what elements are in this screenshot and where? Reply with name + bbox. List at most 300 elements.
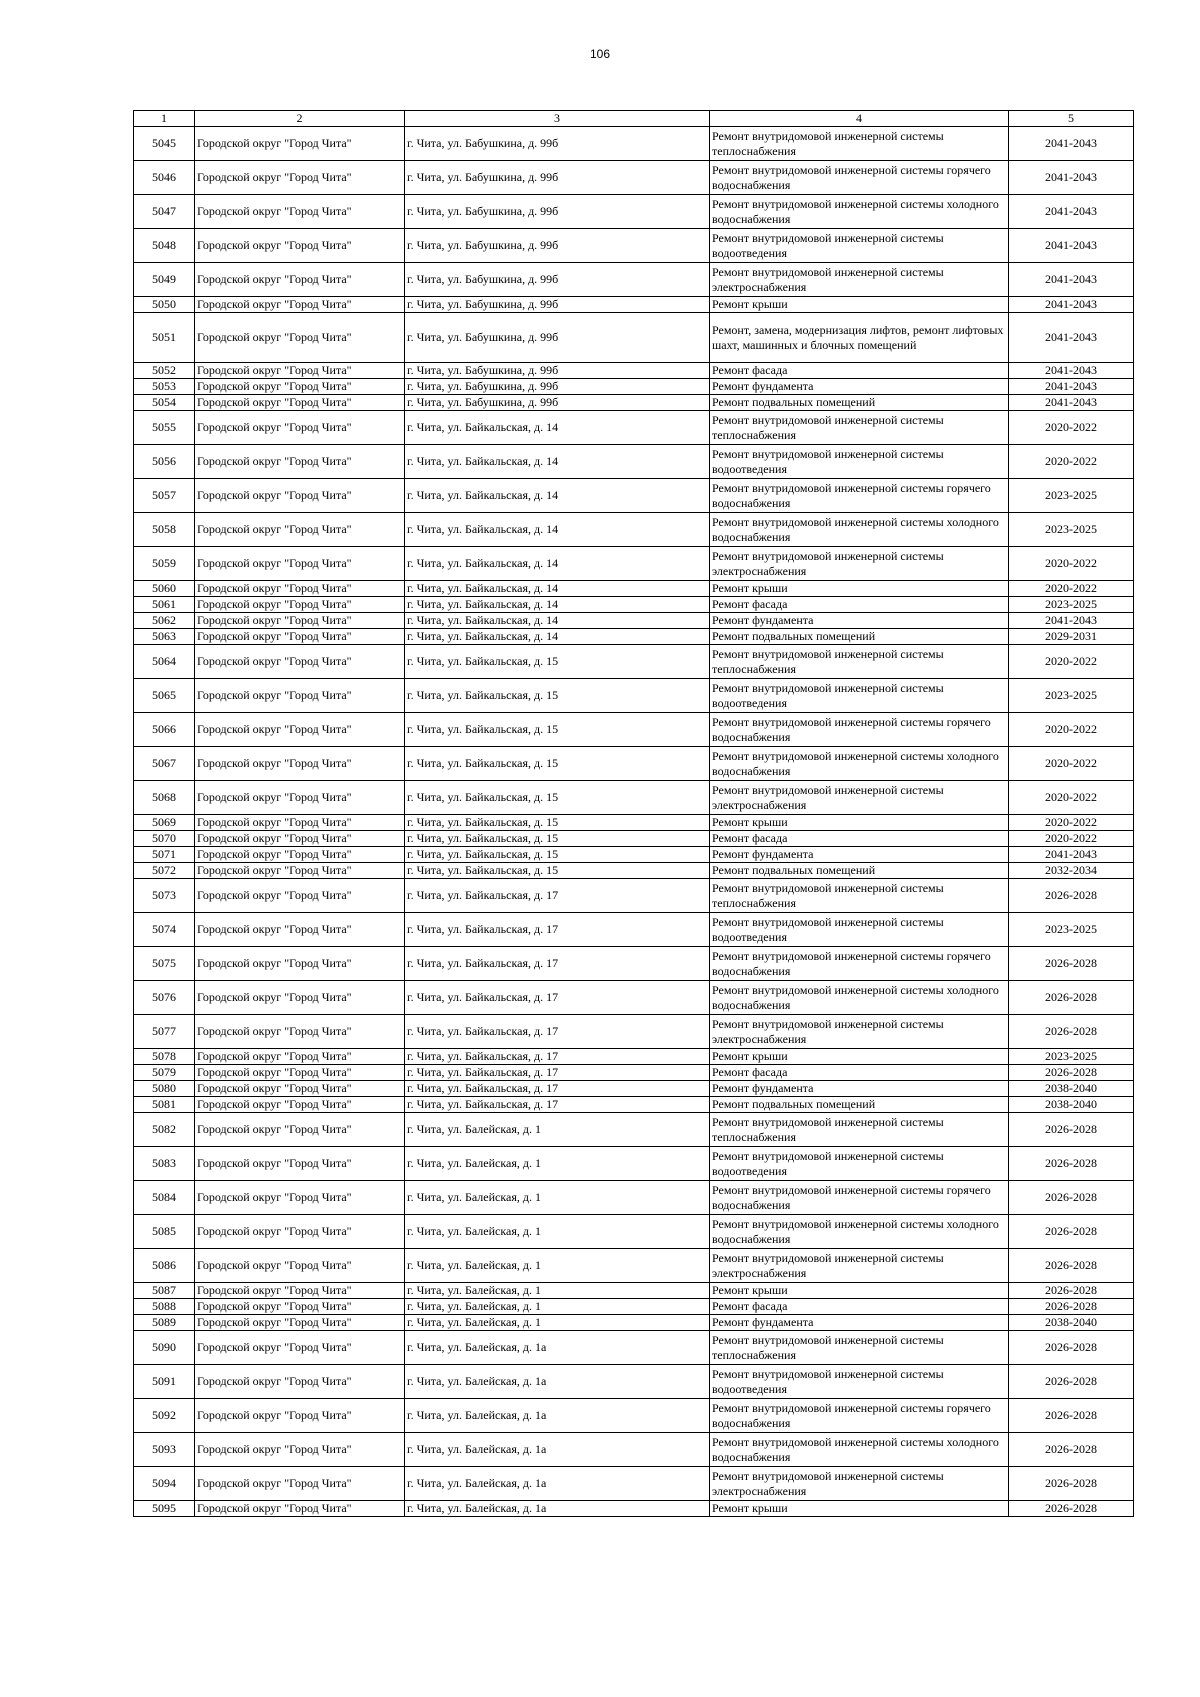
period-cell: 2020-2022 (1009, 411, 1134, 445)
table-row (134, 581, 1134, 597)
row-number-cell: 5049 (134, 263, 195, 297)
municipality-cell: Городской округ "Город Чита" (195, 161, 405, 195)
period-cell: 2020-2022 (1009, 445, 1134, 479)
municipality-cell: Городской округ "Город Чита" (195, 831, 405, 847)
period-cell: 2020-2022 (1009, 747, 1134, 781)
row-number-cell: 5072 (134, 863, 195, 879)
municipality-cell: Городской округ "Город Чита" (195, 1433, 405, 1467)
period-cell: 2041-2043 (1009, 847, 1134, 863)
municipality-cell: Городской округ "Город Чита" (195, 629, 405, 645)
period-cell: 2038-2040 (1009, 1315, 1134, 1331)
address-cell: г. Чита, ул. Байкальская, д. 15 (405, 645, 710, 679)
period-cell: 2020-2022 (1009, 831, 1134, 847)
table-row (134, 629, 1134, 645)
period-cell: 2041-2043 (1009, 313, 1134, 363)
municipality-cell: Городской округ "Город Чита" (195, 1467, 405, 1501)
address-cell: г. Чита, ул. Байкальская, д. 15 (405, 815, 710, 831)
address-cell: г. Чита, ул. Байкальская, д. 14 (405, 547, 710, 581)
work-type-cell: Ремонт крыши (710, 1501, 1009, 1517)
row-number-cell: 5055 (134, 411, 195, 445)
work-type-cell: Ремонт крыши (710, 1283, 1009, 1299)
table-row (134, 479, 1134, 513)
table-row (134, 1181, 1134, 1215)
period-cell: 2026-2028 (1009, 947, 1134, 981)
row-number-cell: 5058 (134, 513, 195, 547)
address-cell: г. Чита, ул. Байкальская, д. 14 (405, 629, 710, 645)
municipality-cell: Городской округ "Город Чита" (195, 1501, 405, 1517)
municipality-cell: Городской округ "Город Чита" (195, 1097, 405, 1113)
table-row (134, 879, 1134, 913)
work-type-cell: Ремонт внутридомовой инженерной системы теплоснабжения (710, 411, 1009, 445)
period-cell: 2023-2025 (1009, 479, 1134, 513)
table-row (134, 1015, 1134, 1049)
municipality-cell: Городской округ "Город Чита" (195, 581, 405, 597)
table-row (134, 1433, 1134, 1467)
table-row (134, 229, 1134, 263)
municipality-cell: Городской округ "Город Чита" (195, 379, 405, 395)
page-number: 106 (589, 47, 611, 61)
address-cell: г. Чита, ул. Балейская, д. 1 (405, 1249, 710, 1283)
work-type-cell: Ремонт внутридомовой инженерной системы теплоснабжения (710, 879, 1009, 913)
row-number-cell: 5059 (134, 547, 195, 581)
period-cell: 2038-2040 (1009, 1081, 1134, 1097)
work-type-cell: Ремонт внутридомовой инженерной системы электроснабжения (710, 1015, 1009, 1049)
table-row (134, 513, 1134, 547)
work-type-cell: Ремонт фасада (710, 363, 1009, 379)
work-type-cell: Ремонт подвальных помещений (710, 1097, 1009, 1113)
column-header: 5 (1009, 111, 1134, 127)
work-type-cell: Ремонт крыши (710, 815, 1009, 831)
row-number-cell: 5085 (134, 1215, 195, 1249)
row-number-cell: 5051 (134, 313, 195, 363)
period-cell: 2020-2022 (1009, 713, 1134, 747)
row-number-cell: 5083 (134, 1147, 195, 1181)
row-number-cell: 5073 (134, 879, 195, 913)
row-number-cell: 5064 (134, 645, 195, 679)
address-cell: г. Чита, ул. Бабушкина, д. 99б (405, 395, 710, 411)
work-type-cell: Ремонт внутридомовой инженерной системы водоотведения (710, 1147, 1009, 1181)
work-type-cell: Ремонт фасада (710, 831, 1009, 847)
table-row (134, 645, 1134, 679)
municipality-cell: Городской округ "Город Чита" (195, 713, 405, 747)
address-cell: г. Чита, ул. Байкальская, д. 17 (405, 1015, 710, 1049)
address-cell: г. Чита, ул. Байкальская, д. 15 (405, 747, 710, 781)
period-cell: 2041-2043 (1009, 127, 1134, 161)
municipality-cell: Городской округ "Город Чита" (195, 1365, 405, 1399)
row-number-cell: 5089 (134, 1315, 195, 1331)
period-cell: 2026-2028 (1009, 879, 1134, 913)
work-type-cell: Ремонт фундамента (710, 847, 1009, 863)
table-row (134, 831, 1134, 847)
municipality-cell: Городской округ "Город Чита" (195, 1049, 405, 1065)
work-type-cell: Ремонт внутридомовой инженерной системы холодного водоснабжения (710, 1433, 1009, 1467)
municipality-cell: Городской округ "Город Чита" (195, 847, 405, 863)
row-number-cell: 5080 (134, 1081, 195, 1097)
table-row (134, 547, 1134, 581)
period-cell: 2026-2028 (1009, 1467, 1134, 1501)
municipality-cell: Городской округ "Город Чита" (195, 1299, 405, 1315)
municipality-cell: Городской округ "Город Чита" (195, 1065, 405, 1081)
period-cell: 2026-2028 (1009, 1365, 1134, 1399)
address-cell: г. Чита, ул. Бабушкина, д. 99б (405, 297, 710, 313)
period-cell: 2029-2031 (1009, 629, 1134, 645)
work-type-cell: Ремонт фундамента (710, 379, 1009, 395)
row-number-cell: 5061 (134, 597, 195, 613)
municipality-cell: Городской округ "Город Чита" (195, 981, 405, 1015)
address-cell: г. Чита, ул. Байкальская, д. 15 (405, 863, 710, 879)
table-row (134, 1081, 1134, 1097)
address-cell: г. Чита, ул. Бабушкина, д. 99б (405, 195, 710, 229)
row-number-cell: 5050 (134, 297, 195, 313)
work-type-cell: Ремонт фундамента (710, 613, 1009, 629)
address-cell: г. Чита, ул. Байкальская, д. 14 (405, 479, 710, 513)
period-cell: 2026-2028 (1009, 1147, 1134, 1181)
work-type-cell: Ремонт фасада (710, 1299, 1009, 1315)
row-number-cell: 5078 (134, 1049, 195, 1065)
municipality-cell: Городской округ "Город Чита" (195, 1081, 405, 1097)
address-cell: г. Чита, ул. Балейская, д. 1 (405, 1315, 710, 1331)
address-cell: г. Чита, ул. Байкальская, д. 14 (405, 581, 710, 597)
table-row (134, 195, 1134, 229)
municipality-cell: Городской округ "Город Чита" (195, 1399, 405, 1433)
period-cell: 2026-2028 (1009, 981, 1134, 1015)
address-cell: г. Чита, ул. Байкальская, д. 15 (405, 713, 710, 747)
address-cell: г. Чита, ул. Байкальская, д. 14 (405, 613, 710, 629)
address-cell: г. Чита, ул. Байкальская, д. 14 (405, 411, 710, 445)
table-row (134, 815, 1134, 831)
address-cell: г. Чита, ул. Балейская, д. 1а (405, 1433, 710, 1467)
address-cell: г. Чита, ул. Байкальская, д. 17 (405, 947, 710, 981)
municipality-cell: Городской округ "Город Чита" (195, 1181, 405, 1215)
address-cell: г. Чита, ул. Байкальская, д. 15 (405, 781, 710, 815)
period-cell: 2023-2025 (1009, 513, 1134, 547)
table-row (134, 445, 1134, 479)
row-number-cell: 5082 (134, 1113, 195, 1147)
period-cell: 2026-2028 (1009, 1113, 1134, 1147)
address-cell: г. Чита, ул. Бабушкина, д. 99б (405, 363, 710, 379)
municipality-cell: Городской округ "Город Чита" (195, 229, 405, 263)
row-number-cell: 5052 (134, 363, 195, 379)
row-number-cell: 5087 (134, 1283, 195, 1299)
municipality-cell: Городской округ "Город Чита" (195, 597, 405, 613)
table-row (134, 863, 1134, 879)
work-type-cell: Ремонт внутридомовой инженерной системы теплоснабжения (710, 127, 1009, 161)
work-type-cell: Ремонт внутридомовой инженерной системы электроснабжения (710, 781, 1009, 815)
address-cell: г. Чита, ул. Бабушкина, д. 99б (405, 379, 710, 395)
table-row (134, 847, 1134, 863)
table-body (134, 127, 1134, 1517)
table-row (134, 1249, 1134, 1283)
period-cell: 2038-2040 (1009, 1097, 1134, 1113)
work-type-cell: Ремонт крыши (710, 581, 1009, 597)
period-cell: 2020-2022 (1009, 645, 1134, 679)
row-number-cell: 5093 (134, 1433, 195, 1467)
work-type-cell: Ремонт внутридомовой инженерной системы холодного водоснабжения (710, 981, 1009, 1015)
row-number-cell: 5092 (134, 1399, 195, 1433)
table-row (134, 1065, 1134, 1081)
row-number-cell: 5075 (134, 947, 195, 981)
address-cell: г. Чита, ул. Бабушкина, д. 99б (405, 313, 710, 363)
work-type-cell: Ремонт внутридомовой инженерной системы электроснабжения (710, 547, 1009, 581)
work-type-cell: Ремонт внутридомовой инженерной системы электроснабжения (710, 1249, 1009, 1283)
table-row (134, 1399, 1134, 1433)
row-number-cell: 5077 (134, 1015, 195, 1049)
column-header: 4 (710, 111, 1009, 127)
period-cell: 2041-2043 (1009, 379, 1134, 395)
row-number-cell: 5081 (134, 1097, 195, 1113)
row-number-cell: 5056 (134, 445, 195, 479)
municipality-cell: Городской округ "Город Чита" (195, 1113, 405, 1147)
work-type-cell: Ремонт крыши (710, 1049, 1009, 1065)
table-row (134, 713, 1134, 747)
table-row (134, 1215, 1134, 1249)
period-cell: 2023-2025 (1009, 913, 1134, 947)
work-type-cell: Ремонт внутридомовой инженерной системы холодного водоснабжения (710, 195, 1009, 229)
column-header: 2 (195, 111, 405, 127)
period-cell: 2023-2025 (1009, 597, 1134, 613)
period-cell: 2026-2028 (1009, 1215, 1134, 1249)
table-row (134, 913, 1134, 947)
municipality-cell: Городской округ "Город Чита" (195, 445, 405, 479)
address-cell: г. Чита, ул. Балейская, д. 1а (405, 1467, 710, 1501)
column-header: 1 (134, 111, 195, 127)
row-number-cell: 5060 (134, 581, 195, 597)
period-cell: 2041-2043 (1009, 613, 1134, 629)
municipality-cell: Городской округ "Город Чита" (195, 645, 405, 679)
period-cell: 2020-2022 (1009, 581, 1134, 597)
repair-schedule-table (133, 110, 1134, 1517)
period-cell: 2032-2034 (1009, 863, 1134, 879)
municipality-cell: Городской округ "Город Чита" (195, 1249, 405, 1283)
work-type-cell: Ремонт внутридомовой инженерной системы горячего водоснабжения (710, 947, 1009, 981)
address-cell: г. Чита, ул. Бабушкина, д. 99б (405, 263, 710, 297)
address-cell: г. Чита, ул. Байкальская, д. 17 (405, 1065, 710, 1081)
row-number-cell: 5066 (134, 713, 195, 747)
row-number-cell: 5095 (134, 1501, 195, 1517)
work-type-cell: Ремонт внутридомовой инженерной системы горячего водоснабжения (710, 1399, 1009, 1433)
table-row (134, 161, 1134, 195)
work-type-cell: Ремонт подвальных помещений (710, 629, 1009, 645)
address-cell: г. Чита, ул. Бабушкина, д. 99б (405, 161, 710, 195)
work-type-cell: Ремонт подвальных помещений (710, 395, 1009, 411)
work-type-cell: Ремонт внутридомовой инженерной системы водоотведения (710, 445, 1009, 479)
address-cell: г. Чита, ул. Байкальская, д. 14 (405, 597, 710, 613)
address-cell: г. Чита, ул. Балейская, д. 1 (405, 1299, 710, 1315)
period-cell: 2020-2022 (1009, 815, 1134, 831)
table-row (134, 747, 1134, 781)
row-number-cell: 5090 (134, 1331, 195, 1365)
address-cell: г. Чита, ул. Балейская, д. 1 (405, 1181, 710, 1215)
table-row (134, 781, 1134, 815)
row-number-cell: 5047 (134, 195, 195, 229)
address-cell: г. Чита, ул. Балейская, д. 1а (405, 1331, 710, 1365)
row-number-cell: 5068 (134, 781, 195, 815)
row-number-cell: 5053 (134, 379, 195, 395)
row-number-cell: 5076 (134, 981, 195, 1015)
row-number-cell: 5079 (134, 1065, 195, 1081)
work-type-cell: Ремонт фундамента (710, 1315, 1009, 1331)
column-number-row (134, 111, 1134, 127)
table-row (134, 297, 1134, 313)
period-cell: 2041-2043 (1009, 161, 1134, 195)
address-cell: г. Чита, ул. Бабушкина, д. 99б (405, 229, 710, 263)
table-row (134, 981, 1134, 1015)
table-row (134, 1315, 1134, 1331)
work-type-cell: Ремонт внутридомовой инженерной системы теплоснабжения (710, 1331, 1009, 1365)
period-cell: 2026-2028 (1009, 1249, 1134, 1283)
table-row (134, 379, 1134, 395)
column-header: 3 (405, 111, 710, 127)
address-cell: г. Чита, ул. Байкальская, д. 17 (405, 1081, 710, 1097)
municipality-cell: Городской округ "Город Чита" (195, 263, 405, 297)
municipality-cell: Городской округ "Город Чита" (195, 127, 405, 161)
address-cell: г. Чита, ул. Байкальская, д. 17 (405, 981, 710, 1015)
row-number-cell: 5045 (134, 127, 195, 161)
row-number-cell: 5070 (134, 831, 195, 847)
municipality-cell: Городской округ "Город Чита" (195, 363, 405, 379)
municipality-cell: Городской округ "Город Чита" (195, 411, 405, 445)
work-type-cell: Ремонт внутридомовой инженерной системы горячего водоснабжения (710, 1181, 1009, 1215)
work-type-cell: Ремонт подвальных помещений (710, 863, 1009, 879)
municipality-cell: Городской округ "Город Чита" (195, 781, 405, 815)
municipality-cell: Городской округ "Город Чита" (195, 1283, 405, 1299)
municipality-cell: Городской округ "Город Чита" (195, 679, 405, 713)
table-row (134, 313, 1134, 363)
period-cell: 2023-2025 (1009, 679, 1134, 713)
period-cell: 2026-2028 (1009, 1015, 1134, 1049)
address-cell: г. Чита, ул. Байкальская, д. 17 (405, 1097, 710, 1113)
municipality-cell: Городской округ "Город Чита" (195, 1215, 405, 1249)
period-cell: 2026-2028 (1009, 1331, 1134, 1365)
address-cell: г. Чита, ул. Байкальская, д. 17 (405, 1049, 710, 1065)
table-row (134, 263, 1134, 297)
address-cell: г. Чита, ул. Байкальская, д. 15 (405, 679, 710, 713)
address-cell: г. Чита, ул. Байкальская, д. 17 (405, 913, 710, 947)
address-cell: г. Чита, ул. Балейская, д. 1а (405, 1399, 710, 1433)
address-cell: г. Чита, ул. Балейская, д. 1 (405, 1215, 710, 1249)
municipality-cell: Городской округ "Город Чита" (195, 313, 405, 363)
period-cell: 2026-2028 (1009, 1181, 1134, 1215)
municipality-cell: Городской округ "Город Чита" (195, 547, 405, 581)
municipality-cell: Городской округ "Город Чита" (195, 863, 405, 879)
row-number-cell: 5088 (134, 1299, 195, 1315)
work-type-cell: Ремонт фасада (710, 597, 1009, 613)
row-number-cell: 5091 (134, 1365, 195, 1399)
table-row (134, 127, 1134, 161)
municipality-cell: Городской округ "Город Чита" (195, 1147, 405, 1181)
address-cell: г. Чита, ул. Байкальская, д. 15 (405, 831, 710, 847)
work-type-cell: Ремонт внутридомовой инженерной системы холодного водоснабжения (710, 1215, 1009, 1249)
municipality-cell: Городской округ "Город Чита" (195, 195, 405, 229)
address-cell: г. Чита, ул. Байкальская, д. 17 (405, 879, 710, 913)
address-cell: г. Чита, ул. Балейская, д. 1а (405, 1365, 710, 1399)
table-row (134, 1113, 1134, 1147)
work-type-cell: Ремонт внутридомовой инженерной системы водоотведения (710, 913, 1009, 947)
address-cell: г. Чита, ул. Балейская, д. 1 (405, 1283, 710, 1299)
work-type-cell: Ремонт внутридомовой инженерной системы горячего водоснабжения (710, 161, 1009, 195)
address-cell: г. Чита, ул. Байкальская, д. 14 (405, 445, 710, 479)
municipality-cell: Городской округ "Город Чита" (195, 1331, 405, 1365)
row-number-cell: 5074 (134, 913, 195, 947)
table-row (134, 1283, 1134, 1299)
table-row (134, 679, 1134, 713)
municipality-cell: Городской округ "Город Чита" (195, 947, 405, 981)
table-row (134, 363, 1134, 379)
work-type-cell: Ремонт внутридомовой инженерной системы водоотведения (710, 679, 1009, 713)
row-number-cell: 5063 (134, 629, 195, 645)
work-type-cell: Ремонт внутридомовой инженерной системы электроснабжения (710, 263, 1009, 297)
work-type-cell: Ремонт внутридомовой инженерной системы водоотведения (710, 1365, 1009, 1399)
table-row (134, 1501, 1134, 1517)
address-cell: г. Чита, ул. Балейская, д. 1 (405, 1147, 710, 1181)
period-cell: 2041-2043 (1009, 263, 1134, 297)
address-cell: г. Чита, ул. Байкальская, д. 14 (405, 513, 710, 547)
table-row (134, 947, 1134, 981)
municipality-cell: Городской округ "Город Чита" (195, 913, 405, 947)
municipality-cell: Городской округ "Город Чита" (195, 815, 405, 831)
period-cell: 2026-2028 (1009, 1283, 1134, 1299)
work-type-cell: Ремонт крыши (710, 297, 1009, 313)
table-row (134, 1097, 1134, 1113)
municipality-cell: Городской округ "Город Чита" (195, 1315, 405, 1331)
work-type-cell: Ремонт внутридомовой инженерной системы водоотведения (710, 229, 1009, 263)
period-cell: 2020-2022 (1009, 547, 1134, 581)
work-type-cell: Ремонт внутридомовой инженерной системы холодного водоснабжения (710, 747, 1009, 781)
table-row (134, 1467, 1134, 1501)
table-row (134, 1147, 1134, 1181)
municipality-cell: Городской округ "Город Чита" (195, 747, 405, 781)
work-type-cell: Ремонт внутридомовой инженерной системы холодного водоснабжения (710, 513, 1009, 547)
municipality-cell: Городской округ "Город Чита" (195, 1015, 405, 1049)
period-cell: 2020-2022 (1009, 781, 1134, 815)
row-number-cell: 5054 (134, 395, 195, 411)
table-row (134, 1049, 1134, 1065)
table-row (134, 597, 1134, 613)
row-number-cell: 5062 (134, 613, 195, 629)
period-cell: 2041-2043 (1009, 195, 1134, 229)
work-type-cell: Ремонт фасада (710, 1065, 1009, 1081)
table-row (134, 411, 1134, 445)
work-type-cell: Ремонт фундамента (710, 1081, 1009, 1097)
row-number-cell: 5071 (134, 847, 195, 863)
work-type-cell: Ремонт внутридомовой инженерной системы теплоснабжения (710, 1113, 1009, 1147)
table-row (134, 1331, 1134, 1365)
table-row (134, 613, 1134, 629)
period-cell: 2026-2028 (1009, 1399, 1134, 1433)
period-cell: 2023-2025 (1009, 1049, 1134, 1065)
period-cell: 2041-2043 (1009, 297, 1134, 313)
row-number-cell: 5057 (134, 479, 195, 513)
municipality-cell: Городской округ "Город Чита" (195, 513, 405, 547)
work-type-cell: Ремонт внутридомовой инженерной системы электроснабжения (710, 1467, 1009, 1501)
row-number-cell: 5067 (134, 747, 195, 781)
row-number-cell: 5048 (134, 229, 195, 263)
row-number-cell: 5065 (134, 679, 195, 713)
period-cell: 2026-2028 (1009, 1433, 1134, 1467)
municipality-cell: Городской округ "Город Чита" (195, 479, 405, 513)
period-cell: 2041-2043 (1009, 395, 1134, 411)
period-cell: 2041-2043 (1009, 363, 1134, 379)
row-number-cell: 5069 (134, 815, 195, 831)
work-type-cell: Ремонт внутридомовой инженерной системы теплоснабжения (710, 645, 1009, 679)
work-type-cell: Ремонт внутридомовой инженерной системы горячего водоснабжения (710, 713, 1009, 747)
period-cell: 2026-2028 (1009, 1065, 1134, 1081)
municipality-cell: Городской округ "Город Чита" (195, 395, 405, 411)
table-row (134, 395, 1134, 411)
table-row (134, 1365, 1134, 1399)
address-cell: г. Чита, ул. Балейская, д. 1а (405, 1501, 710, 1517)
row-number-cell: 5094 (134, 1467, 195, 1501)
